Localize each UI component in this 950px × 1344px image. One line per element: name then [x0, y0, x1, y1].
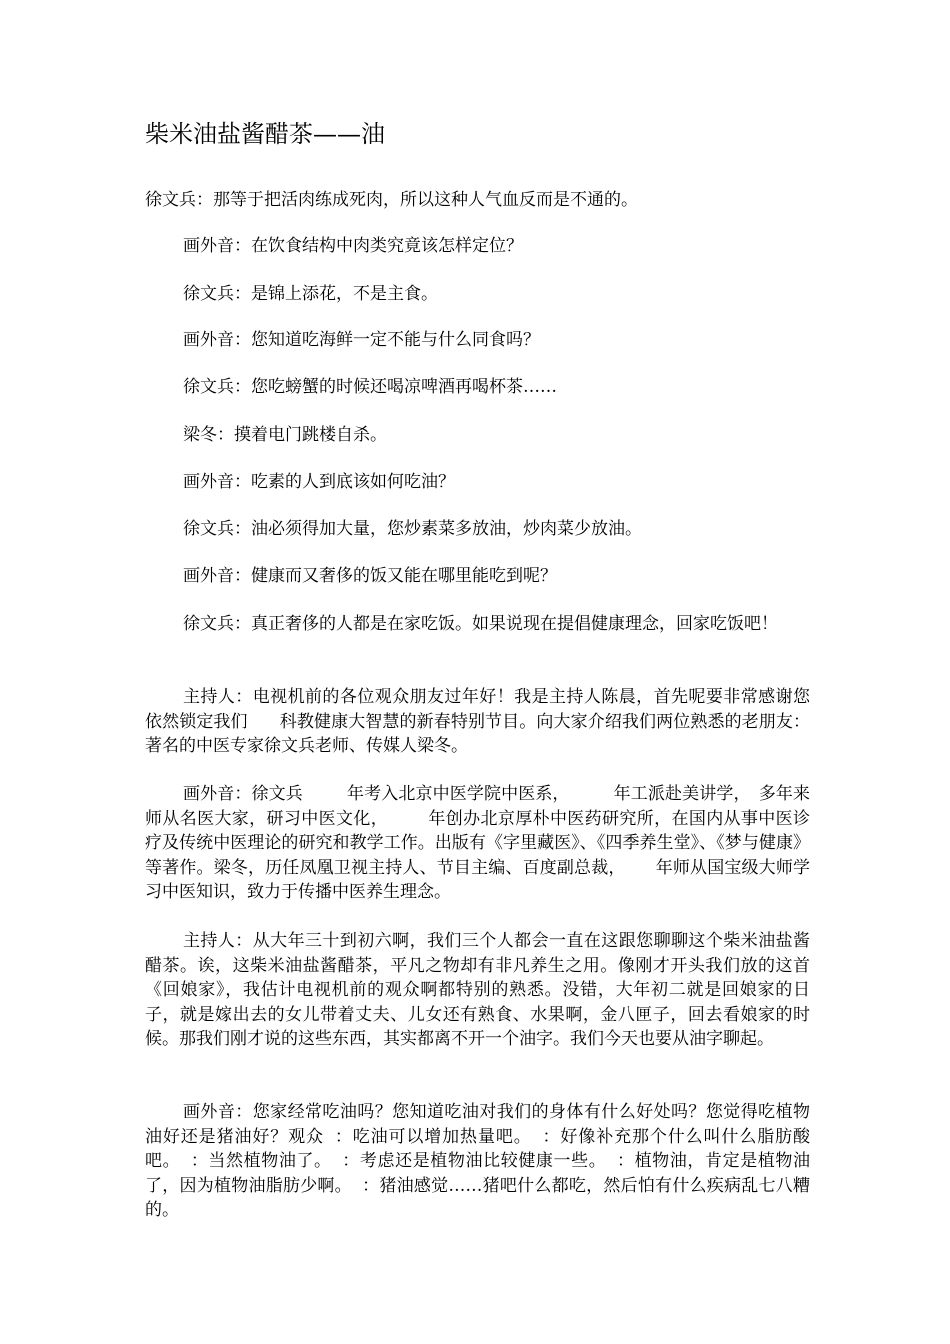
audience-text-e: ：考虑还是植物油比较健康一些。	[341, 1151, 607, 1171]
host-intro-text-b: 科教健康大智慧的新春特别节目。向大家介绍我们两位熟悉的老朋友：著名的中医专家徐文兵老师、传媒人梁冬。	[145, 711, 811, 756]
audience-text-f: ：植物油，肯定是植物油了，因为植物油脂肪少啊。	[145, 1151, 811, 1196]
paragraph-guest-bio	[145, 782, 810, 905]
dialogue-line: 徐文兵：那等于把活肉练成死肉，所以这种人气血反而是不通的。	[145, 190, 638, 210]
audience-text-b: ：吃油可以增加热量吧。	[333, 1126, 532, 1147]
dialogue-line: 徐文兵：油必须得加大量，您炒素菜多放油，炒肉菜少放油。	[183, 519, 642, 539]
audience-text-c: ：好像补充那个什么叫什么脂肪酸吧。	[145, 1126, 811, 1171]
paragraph-home-dining: 徐文兵：真正奢侈的人都是在家吃饭。如果说现在提倡健康理念，回家吃饭吧！	[183, 614, 778, 634]
dialogue-line: 画外音：在饮食结构中肉类究竟该怎样定位？	[183, 236, 523, 256]
guest-bio-text-b: 年考入北京中医学院中医系，	[346, 784, 570, 804]
audience-text-a: 画外音：您家经常吃油吗？您知道吃油对我们的身体有什么好处吗？您觉得吃植物油好还是猪油好？观众	[145, 1102, 810, 1147]
document-title: 柴米油盐酱醋茶——油	[145, 120, 385, 148]
dialogue-line: 画外音：您知道吃海鲜一定不能与什么同食吗？	[183, 330, 540, 350]
dialogue-line: 徐文兵：您吃螃蟹的时候还喝凉啤酒再喝杯茶……	[183, 377, 557, 397]
paragraph-host-intro	[145, 685, 810, 759]
dialogue-line: 画外音：健康而又奢侈的饭又能在哪里能吃到呢？	[183, 566, 557, 586]
audience-text-g: ：猪油感觉……猪吧什么都吃，然后怕有什么疾病乱七八糟的。	[145, 1175, 811, 1220]
guest-bio-text-a: 画外音：徐文兵	[183, 784, 303, 804]
dialogue-line: 画外音：吃素的人到底该如何吃油？	[183, 472, 455, 492]
dialogue-line: 徐文兵：是锦上添花，不是主食。	[183, 284, 438, 304]
guest-bio-text-e: 年创办北京厚朴中医药研究所，在国内从事中医诊疗及传统中医理论的研究和教学工作。出版有《字里藏医》、《四季养生堂》、《梦与健康》等著作。梁冬，历任凤凰卫视主持人、节目主编、百度副总裁，	[145, 808, 811, 878]
paragraph-audience-voices	[145, 1100, 810, 1223]
guest-bio-text-c: 年工派赴美讲学，	[613, 784, 751, 804]
audience-text-d: ：当然植物油了。	[190, 1151, 332, 1171]
paragraph-host-opening: 主持人：从大年三十到初六啊，我们三个人都会一直在这跟您聊聊这个柴米油盐酱醋茶。诶，这柴米油盐酱醋茶，平凡之物却有非凡养生之用。像刚才开头我们放的这首《回娘家》，我估计电视机前的观众啊都特别的熟悉。没错，大年初二就是回娘家的日子，就是嫁出去的女儿带着丈夫、儿女还有熟食、水果啊，金八匣子，回去看娘家的时候。那我们刚才说的这些东西，其实都离不开一个油字。我们今天也要从油字聊起。	[145, 931, 810, 1049]
guest-bio-text-f: 年师从国宝级大师学习中医知识，致力于传播中医养生理念。	[145, 857, 811, 902]
dialogue-line: 梁冬：摸着电门跳楼自杀。	[183, 425, 387, 445]
guest-bio-text-d: 多年来师从名医大家，研习中医文化，	[145, 784, 811, 829]
host-intro-text-a: 主持人：电视机前的各位观众朋友过年好！我是主持人陈晨，首先呢要非常感谢您依然锁定我们	[145, 687, 810, 732]
